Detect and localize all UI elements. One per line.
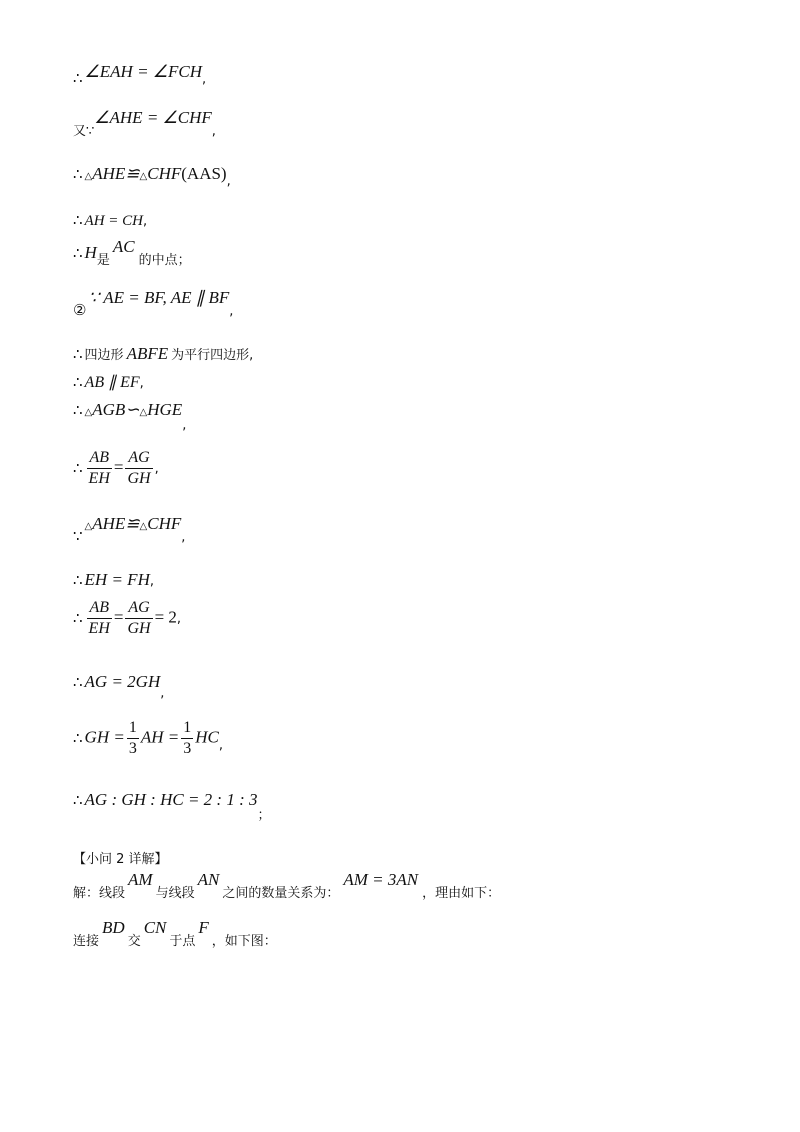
triangle-icon: △ — [139, 171, 148, 182]
equals-sign: = — [113, 607, 124, 627]
therefore-symbol: ∴ — [73, 673, 83, 691]
numerator: AB — [87, 448, 112, 469]
math-expression: ∠AHE = ∠CHF — [94, 108, 212, 127]
proof-line-16 — [73, 790, 271, 823]
math-expression: CHF — [147, 514, 182, 533]
proof-line-1 — [73, 62, 207, 87]
reason-label: (AAS) — [181, 164, 227, 183]
fraction — [87, 448, 112, 489]
comma: , — [154, 461, 159, 477]
denominator: 3 — [183, 740, 192, 757]
numerator: 1 — [127, 718, 139, 739]
sub-question-title: 【小问 2 详解】 — [73, 852, 168, 867]
denominator: 3 — [128, 740, 137, 757]
math-expression: AH = CH — [84, 213, 144, 229]
triangle-icon: △ — [84, 521, 93, 532]
triangle-icon: △ — [139, 407, 148, 418]
therefore-symbol: ∴ — [73, 571, 83, 589]
proof-line-14 — [73, 672, 165, 701]
proof-line-7 — [73, 344, 253, 364]
fraction — [125, 598, 152, 639]
proof-line-13 — [73, 598, 181, 639]
math-expression: ∠EAH = ∠FCH — [84, 62, 203, 81]
fraction — [181, 718, 193, 759]
therefore-symbol: ∴ — [73, 69, 83, 87]
therefore-symbol: ∴ — [73, 244, 83, 262]
comma: , — [218, 737, 223, 753]
proof-line-3 — [73, 164, 231, 189]
proof-line-9 — [73, 400, 187, 433]
ratio-expression: AG : GH : HC = 2 : 1 : 3 — [84, 790, 258, 809]
because-symbol: ∵ — [73, 527, 83, 545]
equals-value: = 2 — [154, 607, 177, 627]
text: 于点 — [169, 934, 196, 949]
fraction — [125, 448, 152, 489]
therefore-symbol: ∴ — [73, 401, 83, 419]
proof-line-6 — [73, 288, 234, 319]
text: 交 — [127, 934, 141, 949]
math-variable: BD — [102, 918, 125, 937]
math-expression: ∵ AE = BF, AE ∥ BF — [88, 288, 230, 307]
construction-line — [73, 918, 277, 949]
comma: , — [226, 174, 231, 189]
text: 连接 — [73, 934, 100, 949]
triangle-icon: △ — [139, 521, 148, 532]
therefore-symbol: ∴ — [73, 608, 83, 627]
math-expression: AH = — [140, 727, 180, 747]
triangle-icon: △ — [84, 171, 93, 182]
math-variable: ABFE — [126, 344, 169, 363]
proof-line-8 — [73, 372, 144, 392]
text: 之间的数量关系为： — [222, 886, 340, 901]
answer-line — [73, 870, 501, 901]
math-expression: AG = 2GH — [84, 672, 161, 691]
math-variable: AM — [128, 870, 153, 889]
comma: , — [229, 304, 234, 319]
text: 是 — [96, 253, 110, 268]
math-expression: GH = — [84, 727, 125, 747]
proof-line-12 — [73, 570, 154, 590]
math-expression: CHF — [147, 164, 182, 183]
therefore-symbol: ∴ — [73, 373, 83, 391]
circled-number: ② — [73, 301, 87, 319]
section-heading — [73, 848, 168, 867]
proof-line-15 — [73, 718, 223, 759]
math-expression: AM = 3AN — [343, 870, 419, 889]
therefore-symbol: ∴ — [73, 211, 83, 229]
text: 的中点； — [138, 253, 191, 268]
semicolon: ； — [257, 808, 271, 823]
math-variable: CN — [143, 918, 167, 937]
proof-line-5 — [73, 237, 191, 268]
math-expression: EH = FH — [84, 570, 150, 589]
comma: , — [202, 72, 207, 87]
therefore-symbol: ∴ — [73, 458, 83, 477]
comma: , — [176, 611, 182, 627]
comma: , — [143, 214, 148, 229]
math-expression: HC — [195, 727, 219, 747]
comma: , — [181, 530, 186, 545]
denominator: GH — [127, 620, 151, 637]
comma: , — [160, 686, 165, 701]
proof-line-2 — [73, 108, 216, 139]
math-variable: F — [198, 918, 209, 937]
math-variable: AC — [112, 237, 135, 256]
text: ，如下图： — [211, 934, 277, 949]
text: ，理由如下： — [422, 886, 501, 901]
therefore-symbol: ∴ — [73, 728, 83, 747]
therefore-symbol: ∴ — [73, 791, 83, 809]
numerator: AG — [125, 448, 152, 469]
math-expression: HGE — [147, 400, 183, 419]
comma: , — [182, 418, 187, 433]
therefore-symbol: ∴ — [73, 345, 83, 363]
math-variable: AN — [197, 870, 220, 889]
text: 为平行四边形, — [171, 348, 254, 363]
fraction — [87, 598, 112, 639]
comma: , — [139, 376, 144, 391]
text: 四边形 — [84, 348, 124, 363]
proof-line-11 — [73, 514, 186, 545]
triangle-icon: △ — [84, 407, 93, 418]
numerator: AB — [87, 598, 112, 619]
math-expression: AGB∽ — [92, 400, 140, 419]
denominator: EH — [88, 470, 110, 487]
comma: , — [211, 124, 216, 139]
proof-line-4 — [73, 211, 147, 230]
numerator: 1 — [181, 718, 193, 739]
math-expression: AHE≌ — [92, 164, 140, 183]
math-expression: AB ∥ EF — [84, 374, 140, 391]
denominator: GH — [127, 470, 151, 487]
denominator: EH — [88, 620, 110, 637]
text: 解：线段 — [73, 886, 126, 901]
equals-sign: = — [113, 457, 124, 477]
math-variable: H — [84, 243, 97, 262]
because-prefix: 又∵ — [73, 124, 95, 139]
math-expression: AHE≌ — [92, 514, 140, 533]
proof-line-10 — [73, 448, 159, 489]
text: 与线段 — [155, 886, 195, 901]
therefore-symbol: ∴ — [73, 165, 83, 183]
comma: , — [149, 574, 154, 589]
numerator: AG — [125, 598, 152, 619]
fraction — [127, 718, 139, 759]
